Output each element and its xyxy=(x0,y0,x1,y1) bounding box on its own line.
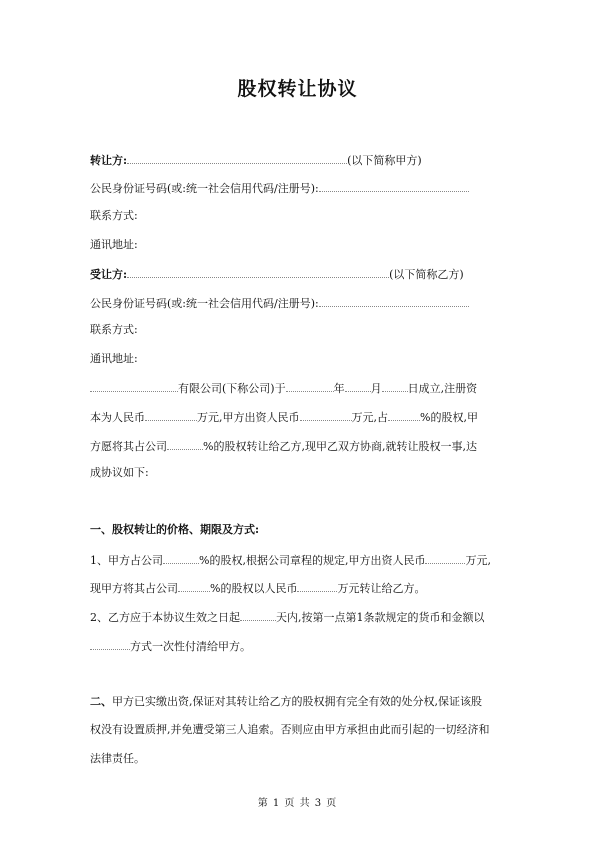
intro-text: 方愿将其占公司 xyxy=(90,440,167,453)
intro-text: 日成立,注册资 xyxy=(407,382,478,395)
section-text: %的股权以人民币 xyxy=(210,582,298,595)
transferor-suffix: (以下简称甲方) xyxy=(347,154,422,167)
transferee-label: 受让方: xyxy=(90,268,128,281)
transfer-percent-blank xyxy=(167,438,203,450)
section-text: 万元转让给乙方。 xyxy=(337,582,426,595)
transferee-name-blank xyxy=(127,266,389,278)
intro-text: 月 xyxy=(370,382,382,395)
section-text: 甲方已实缴出资,保证对其转让给乙方的股权拥有完全有效的处分权,保证该股 xyxy=(112,695,482,708)
intro-line-3 xyxy=(90,438,477,454)
transferee-contact: 联系方式: xyxy=(90,323,138,336)
transferee-id-blank xyxy=(319,295,469,307)
section-1-p1-line-2 xyxy=(90,580,425,596)
section-text: 1、甲方占公司 xyxy=(90,554,163,567)
section-text: 现甲方将其占公司 xyxy=(90,582,178,595)
days-blank xyxy=(240,609,276,621)
share-percent-blank xyxy=(163,552,199,564)
section-1-p2-line-1 xyxy=(90,609,485,625)
intro-line-1 xyxy=(90,380,477,396)
intro-text: 万元,甲方出资人民币 xyxy=(197,411,300,424)
intro-text: %的股权,甲 xyxy=(420,411,478,424)
section-1-p2-line-2 xyxy=(90,638,251,654)
section-text: %的股权,根据公司章程的规定,甲方出资人民币 xyxy=(199,554,426,567)
transferor-name-blank xyxy=(127,152,347,164)
section-2-heading: 二、 xyxy=(90,695,112,708)
intro-text: 万元,占 xyxy=(351,411,388,424)
transferee-line xyxy=(90,266,464,282)
section-text: 天内,按第一点第1条款规定的货币和金额以 xyxy=(276,611,485,624)
company-name-blank xyxy=(90,380,178,392)
share-percent-blank xyxy=(388,409,420,421)
contribution-blank xyxy=(300,409,352,421)
intro-line-2 xyxy=(90,409,478,425)
section-1-p1-line-1 xyxy=(90,552,491,568)
intro-text: 有限公司(下称公司)于 xyxy=(178,382,286,395)
transferor-contact: 联系方式: xyxy=(90,209,138,222)
transferee-id-line xyxy=(90,295,469,311)
transferor-id-line xyxy=(90,180,469,196)
payment-method-blank xyxy=(90,638,130,650)
section-2-line-1 xyxy=(90,695,482,709)
transferor-line xyxy=(90,152,422,168)
intro-text: 本为人民币 xyxy=(90,411,145,424)
section-text: 2、乙方应于本协议生效之日起 xyxy=(90,611,240,624)
section-1-heading: 一、股权转让的价格、期限及方式: xyxy=(90,523,260,536)
transferor-id-label: 公民身份证号码(或:统一社会信用代码/注册号): xyxy=(90,182,319,195)
year-blank xyxy=(286,380,334,392)
section-2-line-3: 法律责任。 xyxy=(90,752,145,765)
transferee-id-label: 公民身份证号码(或:统一社会信用代码/注册号): xyxy=(90,297,319,310)
page-number: 第 1 页 共 3 页 xyxy=(257,798,338,809)
section-text: 方式一次性付清给甲方。 xyxy=(130,640,251,653)
section-2-line-2: 权没有设置质押,并免遭受第三人追索。否则应由甲方承担由此而引起的一切经济和 xyxy=(90,723,490,736)
month-blank xyxy=(345,380,371,392)
transferor-id-blank xyxy=(319,180,469,192)
day-blank xyxy=(382,380,408,392)
price-blank xyxy=(297,580,337,592)
capital-blank xyxy=(145,409,197,421)
transferor-label: 转让方: xyxy=(90,154,128,167)
intro-line-4: 成协议如下: xyxy=(90,466,149,479)
transfer-percent-blank xyxy=(178,580,210,592)
intro-text: 年 xyxy=(333,382,345,395)
section-text: 万元, xyxy=(465,554,491,567)
transferee-suffix: (以下简称乙方) xyxy=(389,268,464,281)
intro-text: %的股权转让给乙方,现甲乙双方协商,就转让股权一事,达 xyxy=(203,440,477,453)
transferor-address: 通讯地址: xyxy=(90,238,138,251)
document-title: 股权转让协议 xyxy=(237,78,358,100)
transferee-address: 通讯地址: xyxy=(90,352,138,365)
contribution-amount-blank xyxy=(425,552,465,564)
